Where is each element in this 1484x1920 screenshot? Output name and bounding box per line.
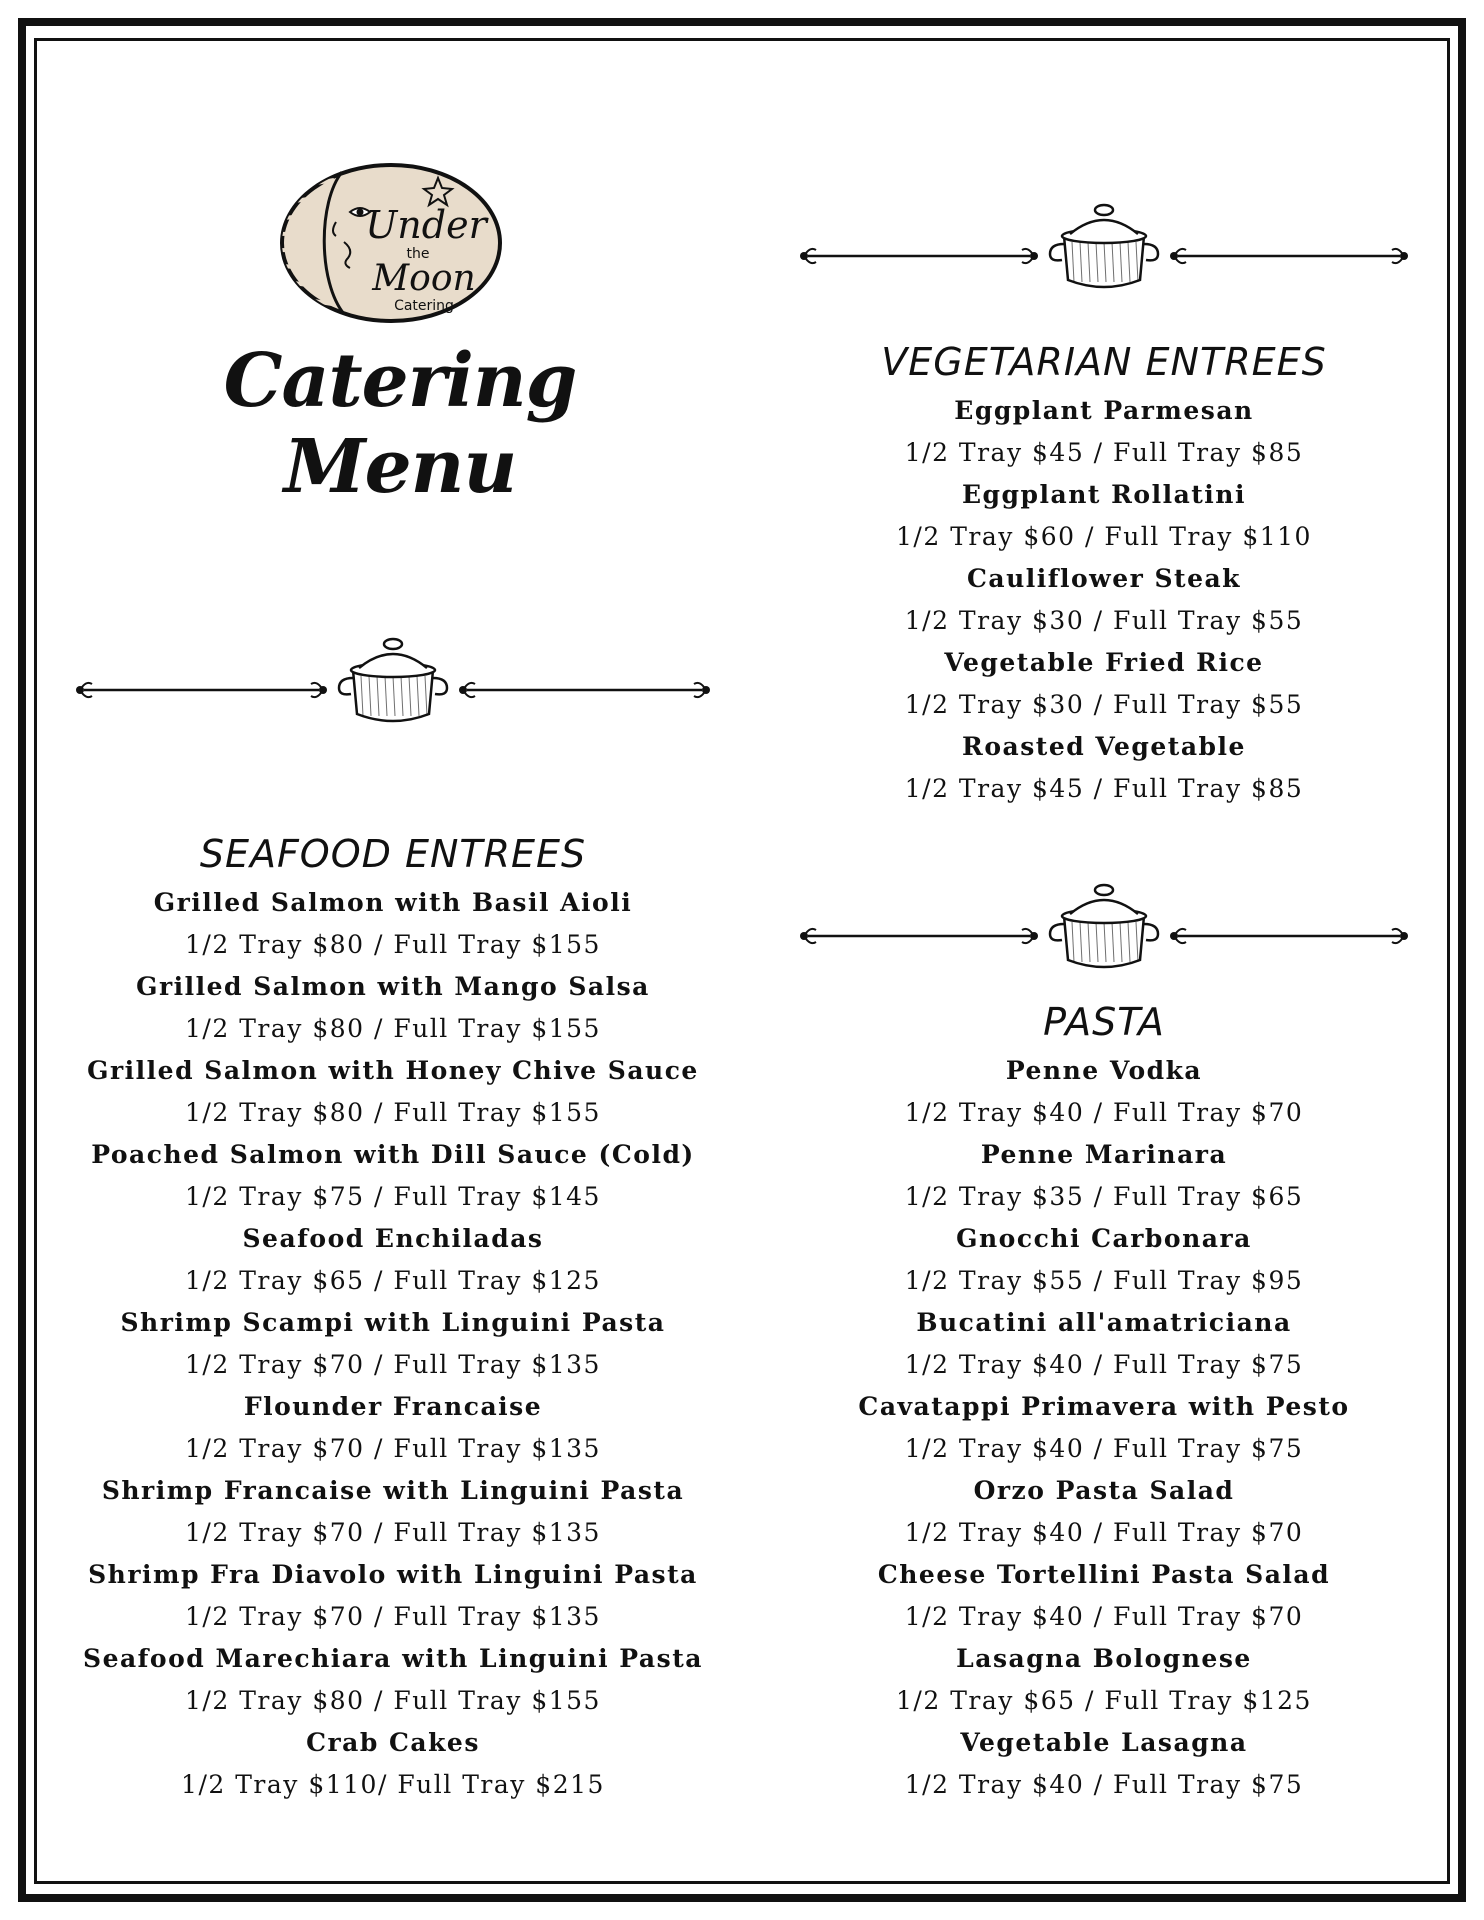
menu-item-price: 1/2 Tray $80 / Full Tray $155 [185, 1686, 601, 1715]
menu-item-name: Vegetable Fried Rice [944, 648, 1264, 677]
section-seafood [70, 832, 716, 1806]
menu-item-price: 1/2 Tray $70 / Full Tray $135 [185, 1602, 601, 1631]
menu-item-name: Lasagna Bolognese [956, 1644, 1252, 1673]
logo-line4: Catering [394, 298, 454, 314]
menu-item-name: Vegetable Lasagna [960, 1728, 1248, 1757]
menu-item-name: Cauliflower Steak [966, 564, 1242, 593]
divider-pasta [794, 876, 1414, 976]
menu-item-price: 1/2 Tray $45 / Full Tray $85 [904, 774, 1304, 803]
menu-item-name: Bucatini all'amatriciana [916, 1308, 1292, 1337]
menu-item-name: Shrimp Scampi with Linguini Pasta [120, 1308, 666, 1337]
menu-item-price: 1/2 Tray $55 / Full Tray $95 [904, 1266, 1304, 1295]
menu-item-name: Crab Cakes [306, 1728, 480, 1757]
logo-line1: Under [365, 203, 487, 247]
menu-item-price: 1/2 Tray $70 / Full Tray $135 [185, 1350, 601, 1379]
menu-item-price: 1/2 Tray $75 / Full Tray $145 [185, 1182, 601, 1211]
divider-vegetarian [794, 196, 1414, 296]
menu-item-name: Grilled Salmon with Basil Aioli [153, 888, 633, 917]
menu-item-name: Cheese Tortellini Pasta Salad [877, 1560, 1331, 1589]
logo-line2: the [406, 246, 430, 262]
menu-list [70, 882, 716, 1806]
cooking-pot-icon [794, 876, 1414, 976]
menu-item-price: 1/2 Tray $110/ Full Tray $215 [181, 1770, 605, 1799]
section-title: SEAFOOD ENTREES [199, 832, 587, 876]
menu-item-price: 1/2 Tray $80 / Full Tray $155 [185, 930, 601, 959]
menu-item-name: Seafood Marechiara with Linguini Pasta [83, 1644, 703, 1673]
menu-item-name: Poached Salmon with Dill Sauce (Cold) [91, 1140, 695, 1169]
section-vegetarian [794, 340, 1414, 810]
menu-item-name: Gnocchi Carbonara [956, 1224, 1252, 1253]
menu-item-price: 1/2 Tray $40 / Full Tray $75 [904, 1350, 1304, 1379]
menu-item-price: 1/2 Tray $70 / Full Tray $135 [185, 1434, 601, 1463]
menu-item-price: 1/2 Tray $40 / Full Tray $70 [904, 1098, 1304, 1127]
menu-list [794, 390, 1414, 810]
cooking-pot-icon [794, 196, 1414, 296]
menu-item-price: 1/2 Tray $65 / Full Tray $125 [896, 1686, 1312, 1715]
moon-logo-icon [278, 162, 504, 324]
section-title: PASTA [1043, 1000, 1165, 1044]
cooking-pot-icon [70, 630, 716, 730]
menu-item-name: Penne Marinara [980, 1140, 1228, 1169]
menu-item-name: Eggplant Rollatini [962, 480, 1246, 509]
menu-item-price: 1/2 Tray $30 / Full Tray $55 [904, 606, 1304, 635]
section-pasta [794, 1000, 1414, 1806]
menu-item-name: Shrimp Francaise with Linguini Pasta [101, 1476, 685, 1505]
menu-item-name: Orzo Pasta Salad [973, 1476, 1235, 1505]
menu-item-name: Cavatappi Primavera with Pesto [858, 1392, 1350, 1421]
menu-item-price: 1/2 Tray $65 / Full Tray $125 [185, 1266, 601, 1295]
menu-item-name: Flounder Francaise [243, 1392, 543, 1421]
menu-item-name: Roasted Vegetable [962, 732, 1246, 761]
menu-item-price: 1/2 Tray $40 / Full Tray $75 [904, 1770, 1304, 1799]
menu-item-price: 1/2 Tray $80 / Full Tray $155 [185, 1014, 601, 1043]
menu-item-name: Grilled Salmon with Mango Salsa [136, 972, 650, 1001]
menu-list [794, 1050, 1414, 1806]
logo-line3: Moon [372, 258, 476, 299]
page-title: Catering Menu [223, 338, 577, 510]
menu-item-price: 1/2 Tray $30 / Full Tray $55 [904, 690, 1304, 719]
menu-item-price: 1/2 Tray $80 / Full Tray $155 [185, 1098, 601, 1127]
menu-item-name: Grilled Salmon with Honey Chive Sauce [87, 1056, 699, 1085]
menu-item-price: 1/2 Tray $45 / Full Tray $85 [904, 438, 1304, 467]
menu-item-name: Shrimp Fra Diavolo with Linguini Pasta [88, 1560, 698, 1589]
menu-item-price: 1/2 Tray $35 / Full Tray $65 [904, 1182, 1304, 1211]
menu-item-price: 1/2 Tray $70 / Full Tray $135 [185, 1518, 601, 1547]
menu-item-name: Eggplant Parmesan [954, 396, 1254, 425]
menu-item-name: Seafood Enchiladas [242, 1224, 544, 1253]
menu-item-price: 1/2 Tray $40 / Full Tray $70 [904, 1518, 1304, 1547]
section-title: VEGETARIAN ENTREES [881, 340, 1327, 384]
menu-item-name: Penne Vodka [1005, 1056, 1203, 1085]
brand-logo [278, 162, 504, 324]
divider-seafood [70, 630, 716, 730]
menu-item-price: 1/2 Tray $40 / Full Tray $70 [904, 1602, 1304, 1631]
menu-item-price: 1/2 Tray $60 / Full Tray $110 [896, 522, 1312, 551]
menu-item-price: 1/2 Tray $40 / Full Tray $75 [904, 1434, 1304, 1463]
